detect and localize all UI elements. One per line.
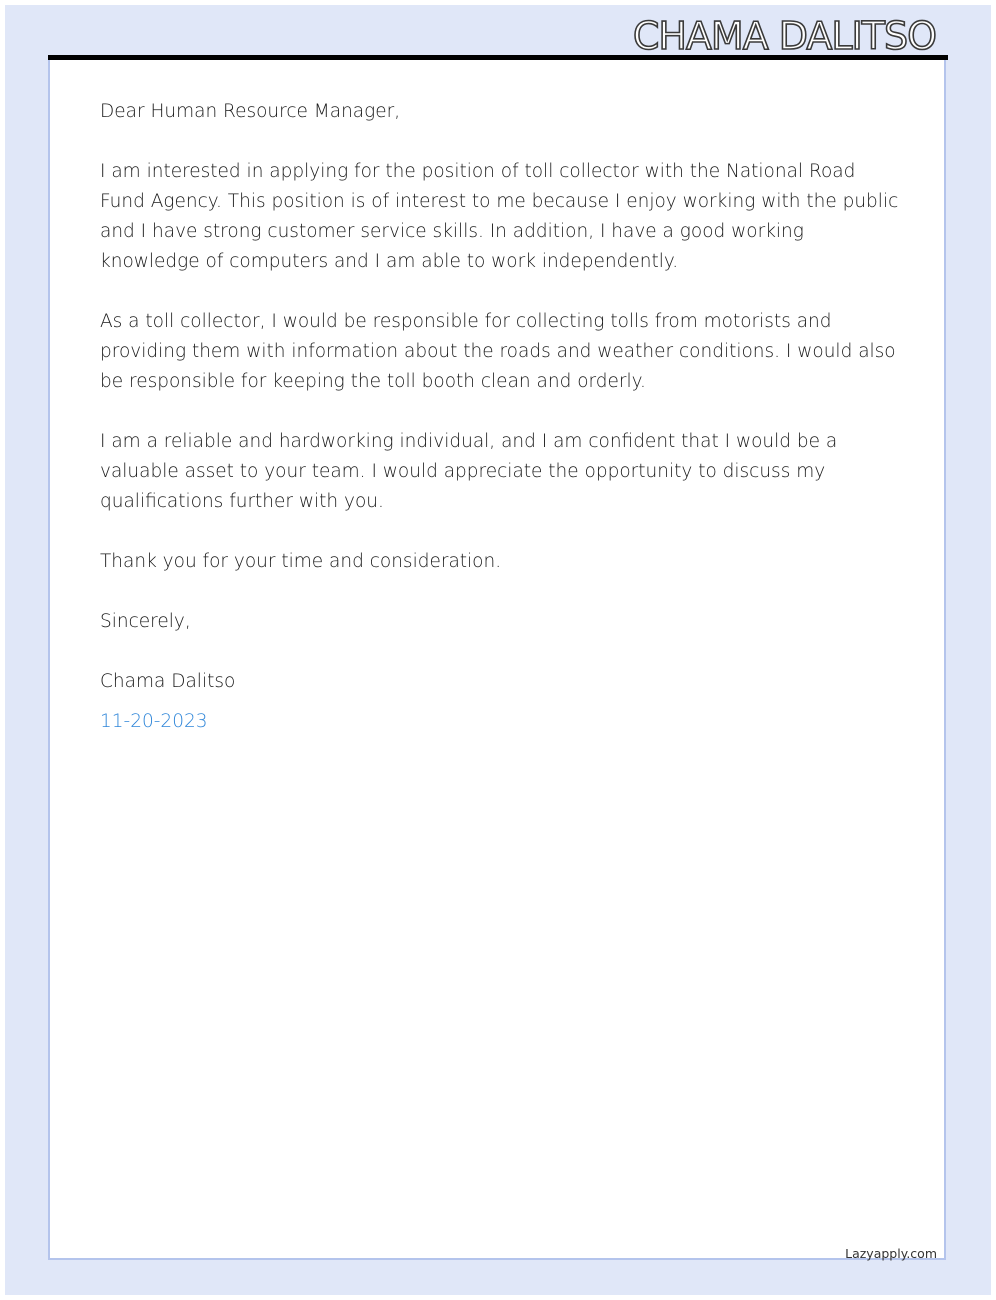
paragraph-responsibilities: As a toll collector, I would be responsible for collecting tolls from motorists and providing them with information about the roads and weather conditions. I would also be responsible for keeping the toll booth clean and orderly.: [100, 311, 896, 392]
signature-name: Chama Dalitso: [100, 671, 236, 692]
letter-body: [100, 97, 900, 767]
paragraph-thanks: Thank you for your time and consideration.: [100, 551, 502, 572]
letter-date: 11-20-2023: [100, 711, 208, 732]
footer-credit: Lazyapply.com: [845, 1246, 937, 1261]
paragraph-qualities: I am a reliable and hardworking individual, and I am confident that I would be a valuable asset to your team. I would appreciate the opportunity to discuss my qualifications further with you.: [100, 431, 838, 512]
applicant-name-header: CHAMA DALITSO: [632, 14, 936, 58]
salutation: Dear Human Resource Manager,: [100, 101, 401, 122]
paragraph-interest: I am interested in applying for the position of toll collector with the National Road Fund Agency. This position is of interest to me because I enjoy working with the public and I have strong customer service skills. In addition, I have a good working knowledge of computers and I am able to work independently.: [100, 161, 899, 272]
closing: Sincerely,: [100, 611, 191, 632]
